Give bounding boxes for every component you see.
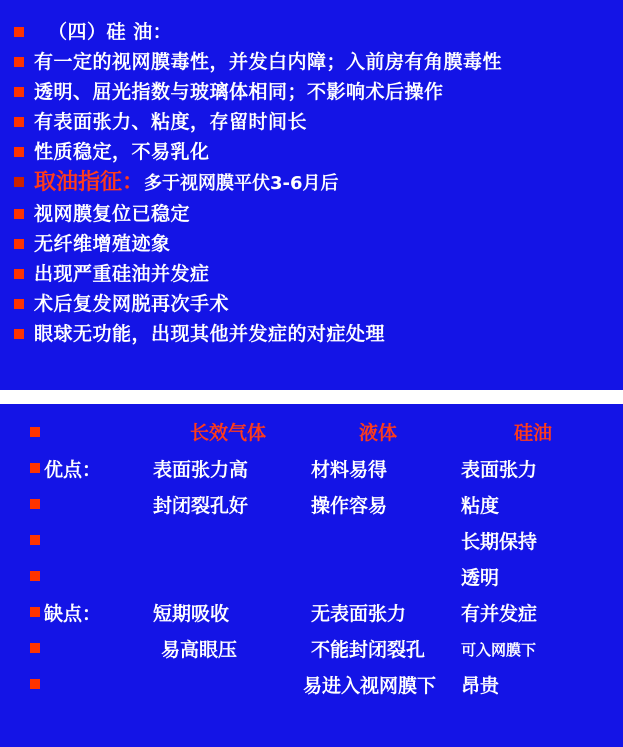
square-bullet-icon: [30, 607, 40, 617]
list-item-label: 有一定的视网膜毒性，并发白内障；入前房有角膜毒性: [34, 51, 503, 73]
row-label-cell: 优点：: [44, 459, 102, 481]
square-bullet-icon: [14, 239, 24, 249]
square-bullet-icon: [14, 177, 24, 187]
row-label-cell: 缺点：: [44, 603, 102, 625]
table-cell: 材料易得: [311, 459, 388, 481]
table-cell: 表面张力: [461, 459, 538, 481]
row-bullet-cell: [14, 668, 44, 704]
table-row: [14, 452, 613, 488]
square-bullet-icon: [30, 535, 40, 545]
list-item: [14, 200, 613, 229]
table-cell: 易进入视网膜下: [303, 675, 437, 697]
square-bullet-icon: [14, 329, 24, 339]
row-bullet-cell: [14, 452, 44, 488]
list-item: [14, 138, 613, 167]
list-item-label: 眼球无功能，出现其他并发症的对症处理: [34, 323, 386, 345]
highlight-title: [34, 168, 339, 199]
table-row: [14, 488, 613, 524]
square-bullet-icon: [30, 499, 40, 509]
square-bullet-icon: [30, 427, 40, 437]
column-header-oil: 硅油: [513, 422, 552, 444]
row-bullet-cell: [14, 632, 44, 668]
row-label-cell: [44, 488, 153, 524]
highlight-title-text: 取油指征：: [34, 170, 145, 195]
list-item-label: （四）硅 油：: [48, 21, 173, 43]
square-bullet-icon: [30, 679, 40, 689]
table-cell: 操作容易: [311, 495, 388, 517]
table-cell: [153, 668, 303, 704]
table-row: [14, 632, 613, 668]
square-bullet-icon: [14, 299, 24, 309]
table-row: [14, 560, 613, 596]
list-item-label: 出现严重硅油并发症: [34, 263, 210, 285]
highlight-detail-text: 多于视网膜平伏3-6月后: [144, 173, 339, 194]
table-cell: 不能封闭裂孔: [311, 639, 426, 661]
square-bullet-icon: [30, 643, 40, 653]
table-cell: [303, 560, 453, 596]
list-item-highlight: [14, 168, 613, 199]
list-item: [14, 260, 613, 289]
list-item: [14, 230, 613, 259]
table-cell: [153, 560, 303, 596]
table-cell: 表面张力高: [153, 459, 249, 481]
table-cell: 可入网膜下: [461, 641, 537, 659]
row-label-cell: [44, 416, 153, 452]
slide-comparison-table: [0, 404, 623, 747]
table-cell: [303, 524, 453, 560]
table-cell: 昂贵: [461, 675, 500, 697]
table-row: [14, 596, 613, 632]
list-item: [14, 108, 613, 137]
column-header-liquid: 液体: [358, 422, 397, 444]
table-row-header: [14, 416, 613, 452]
list-item-label: 有表面张力、粘度，存留时间长: [34, 111, 308, 133]
row-bullet-cell: [14, 524, 44, 560]
row-bullet-cell: [14, 596, 44, 632]
list-item: [14, 78, 613, 107]
slide-divider: [0, 390, 623, 404]
list-item: [14, 48, 613, 77]
list-item: [14, 290, 613, 319]
square-bullet-icon: [14, 209, 24, 219]
table-cell: 有并发症: [461, 603, 538, 625]
table-cell: 易高眼压: [161, 639, 238, 661]
list-item: [14, 18, 613, 47]
square-bullet-icon: [14, 87, 24, 97]
square-bullet-icon: [14, 57, 24, 67]
square-bullet-icon: [30, 571, 40, 581]
table-cell: 长期保持: [461, 531, 538, 553]
row-bullet-cell: [14, 560, 44, 596]
list-item-label: 视网膜复位已稳定: [34, 203, 191, 225]
square-bullet-icon: [14, 117, 24, 127]
square-bullet-icon: [30, 463, 40, 473]
table-row: [14, 668, 613, 704]
list-item-label: 术后复发网脱再次手术: [34, 293, 230, 315]
table-cell: 粘度: [461, 495, 500, 517]
list-item-label: 性质稳定，不易乳化: [34, 141, 210, 163]
square-bullet-icon: [14, 27, 24, 37]
square-bullet-icon: [14, 269, 24, 279]
table-row: [14, 524, 613, 560]
table-cell: 封闭裂孔好: [153, 495, 249, 517]
table-cell: 短期吸收: [153, 603, 230, 625]
row-bullet-cell: [14, 416, 44, 452]
list-item-label: 无纤维增殖迹象: [34, 233, 171, 255]
row-label-cell: [44, 524, 153, 560]
table-cell: [153, 524, 303, 560]
comparison-table: [14, 416, 613, 704]
list-item: [14, 320, 613, 349]
row-label-cell: [44, 668, 153, 704]
column-header-gas: 长效气体: [189, 422, 266, 444]
row-bullet-cell: [14, 488, 44, 524]
row-label-cell: [44, 632, 153, 668]
square-bullet-icon: [14, 147, 24, 157]
list-item-label: 透明、屈光指数与玻璃体相同；不影响术后操作: [34, 81, 444, 103]
row-label-cell: [44, 560, 153, 596]
table-cell: 透明: [461, 567, 500, 589]
table-cell: 无表面张力: [311, 603, 407, 625]
